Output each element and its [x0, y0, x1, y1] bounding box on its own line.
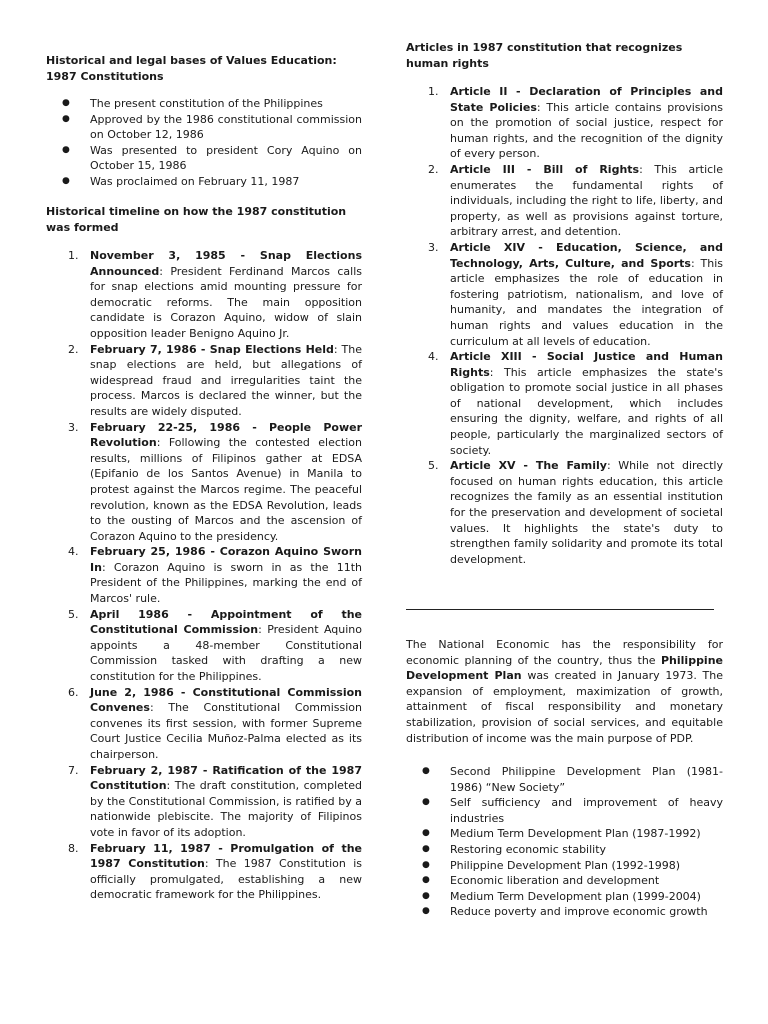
bullet-icon: ● — [62, 144, 70, 155]
list-item: ● Was presented to president Cory Aquino on October 15, 1986 — [62, 143, 362, 173]
list-item: ● Approved by the 1986 constitutional commission on October 12, 1986 — [62, 112, 362, 142]
bullet-icon: ● — [422, 828, 430, 839]
list-item: ● Self sufficiency and improvement of heavy industries — [422, 796, 723, 825]
list-item: 5. Article XV - The Family: While not directly focused on human rights education, this article recognizes the family as an essential institution for the preservation and development of societal values. It highlights the state's duty to strengthen family solidarity and promote its total development. — [428, 459, 724, 566]
articles-heading: Articles in 1987 constitution that recognizes human rights — [406, 41, 683, 70]
list-item: ● Second Philippine Development Plan (1981-1986) “New Society” — [422, 765, 723, 794]
values-education-heading: Historical and legal bases of Values Education: 1987 Constitutions — [46, 54, 337, 83]
bullet-icon: ● — [62, 98, 70, 108]
list-item: ● Economic liberation and development — [422, 874, 660, 888]
list-item: ● Restoring economic stability — [422, 842, 607, 856]
bullet-icon: ● — [422, 906, 430, 917]
list-item: 3. February 22-25, 1986 - People Power Revolution: Following the contested election results, millions of Filipinos gather at EDSA (Epifanio de los Santos Avenue) in Manila to protest against the Marcos regime. The peaceful revolution, known as the EDSA Revolution, leads to the ousting of Marcos and the ascension of Corazon Aquino to the presidency. — [68, 420, 362, 543]
bullet-icon: ● — [422, 890, 430, 901]
timeline-heading: Historical timeline on how the 1987 constitution was formed — [46, 205, 347, 234]
articles-list — [406, 84, 723, 567]
list-item: ● Was proclaimed on February 11, 1987 — [62, 174, 300, 188]
list-item: 4. Article XIII - Social Justice and Human Rights: This article emphasizes the state's obligation to promote social justice in all phases of national development, which includes ensuring the dignity, welfare, and rights of all people, particularly the marginalized sectors of society. — [428, 350, 723, 457]
list-item: 2. February 7, 1986 - Snap Elections Held: The snap elections are held, but allegations of widespread fraud and irregularities taint the process. Marcos is declared the winner, but the results are widely disputed. — [68, 342, 362, 418]
constitution-facts-list — [46, 96, 362, 190]
list-item: ● Philippine Development Plan (1992-1998) — [422, 858, 681, 872]
list-item: 8. February 11, 1987 - Promulgation of the 1987 Constitution: The 1987 Constitution is officially promulgated, establishing a new democratic framework for the Philippines. — [68, 841, 362, 902]
bullet-icon: ● — [422, 766, 430, 776]
list-item: ● Medium Term Development plan (1999-2004) — [422, 889, 701, 903]
list-item: ● Reduce poverty and improve economic growth — [422, 905, 708, 919]
pdp-paragraph: The National Economic has the responsibility for economic planning of the country, thus the Philippine Development Plan was created in January 1973. The expansion of employment, maximization of growth, attainment of fiscal responsibility and monetary stabilization, provision of social services, and equitable distribution of income was the main purpose of PDP. — [406, 638, 723, 745]
pdp-list — [406, 764, 723, 920]
bullet-icon: ● — [422, 875, 430, 886]
timeline-list — [46, 248, 362, 903]
bullet-icon: ● — [422, 797, 430, 808]
list-item: ● The present constitution of the Philippines — [62, 97, 323, 110]
list-item: 2. Article III - Bill of Rights: This article enumerates the fundamental rights of individuals, including the right to life, liberty, and property, as well as provisions against torture, arbitrary arrest, and detention. — [428, 162, 724, 239]
bullet-icon: ● — [422, 843, 430, 854]
section-divider — [406, 609, 714, 610]
bullet-icon: ● — [62, 113, 70, 124]
list-item: 1. Article II - Declaration of Principles and State Policies: This article contains provisions on the promotion of social justice, respect for human rights, and the recognition of the dignity of every person. — [428, 85, 723, 161]
bullet-icon: ● — [422, 859, 430, 870]
list-item: 1. November 3, 1985 - Snap Elections Announced: President Ferdinand Marcos calls for snap elections amid mounting pressure for democratic reforms. The main opposition candidate is Corazon Aquino, widow of slain opposition leader Benigno Aquino Jr. — [68, 249, 362, 340]
list-item: 6. June 2, 1986 - Constitutional Commission Convenes: The Constitutional Commission convenes its first session, with former Supreme Court Justice Cecilia Muñoz-Palma elected as its chairperson. — [68, 685, 362, 761]
list-item: 5. April 1986 - Appointment of the Constitutional Commission: President Aquino appoints a 48-member Constitutional Commission tasked with drafting a new constitution for the Philippines. — [68, 607, 362, 684]
list-item: 7. February 2, 1987 - Ratification of the 1987 Constitution: The draft constitution, completed by the Constitutional Commission, is ratified by a nationwide plebiscite. The majority of Filipinos vote in favor of its adoption. — [68, 763, 362, 839]
bullet-icon: ● — [62, 175, 70, 186]
list-item: 3. Article XIV - Education, Science, and Technology, Arts, Culture, and Sports: This article emphasizes the role of education in fostering patriotism, nationalism, and love of humanity, and mandates the integration of human rights and values education in the curriculum at all levels of education. — [428, 240, 723, 348]
list-item: ● Medium Term Development Plan (1987-1992) — [422, 827, 701, 841]
list-item: 4. February 25, 1986 - Corazon Aquino Sworn In: Corazon Aquino is sworn in as the 11th President of the Philippines, marking the end of Marcos' rule. — [68, 545, 362, 606]
